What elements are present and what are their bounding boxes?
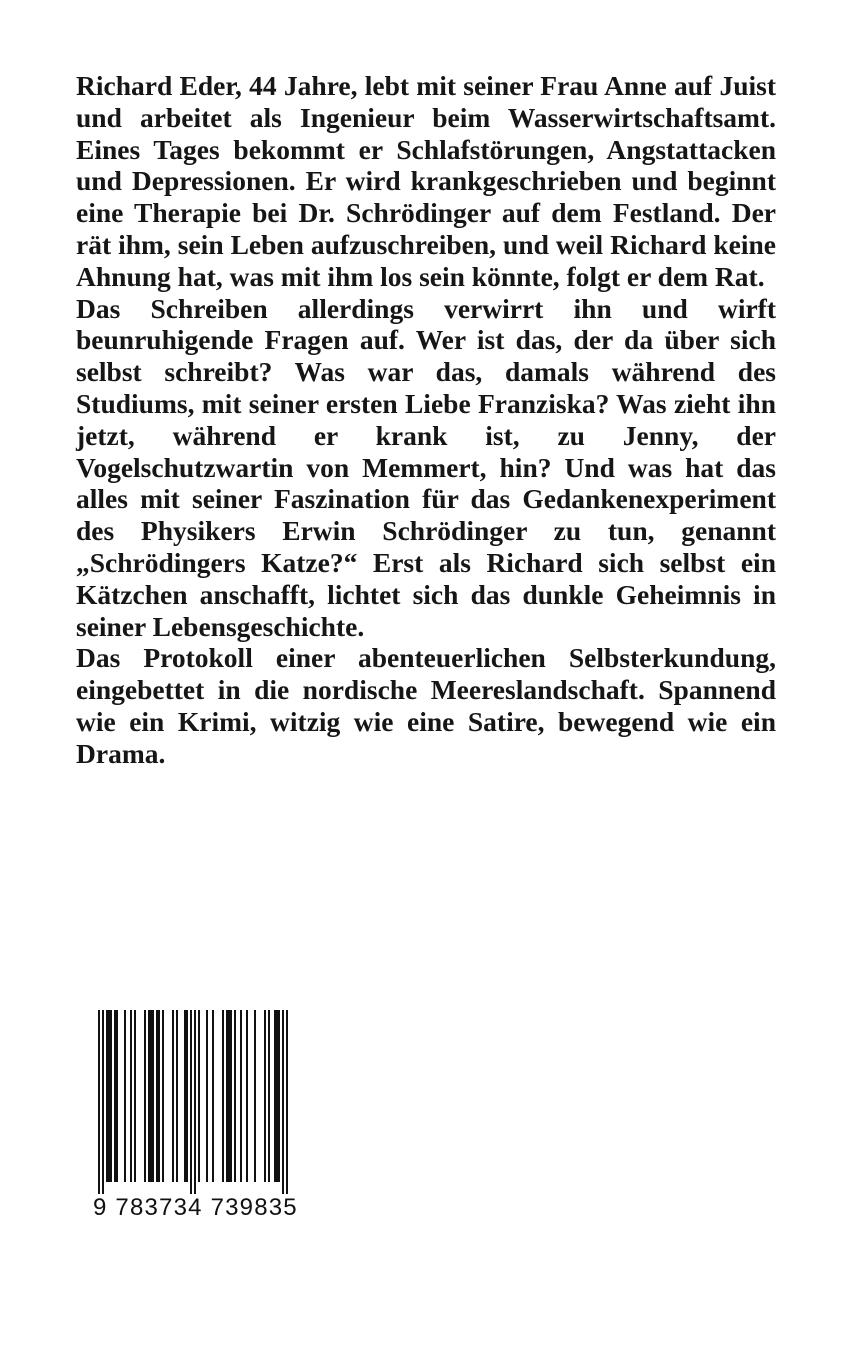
barcode-bar	[268, 1010, 270, 1182]
barcode-bar	[286, 1010, 288, 1194]
barcode-bar	[184, 1010, 186, 1182]
barcode-bar	[106, 1010, 108, 1182]
blurb-paragraph-2: Das Schreiben allerdings verwirrt ihn und wirft beunruhigende Fragen auf. Wer ist das, der da über sich selbst schreibt? Was war das, damals während des Studiums, mit seiner ersten Liebe Franziska? Was zieht ihn jetzt, während er krank ist, zu Jenny, der Vogelschutzwartin von Memmert, hin? Und was hat das alles mit seiner Faszination für das Gedankenexperiment des Physikers Erwin Schrödinger zu tun, genannt „Schrödingers Katze?“ Erst als Richard sich selbst ein Kätzchen anschafft, lichtet sich das dunkle Geheimnis in seiner Lebensgeschichte.	[76, 292, 776, 642]
barcode-bar	[230, 1010, 232, 1182]
barcode-bar	[186, 1010, 188, 1182]
barcode-bar	[206, 1010, 208, 1182]
barcode-digits: 9 783734 739835	[93, 1194, 298, 1221]
barcode-bar	[274, 1010, 276, 1182]
barcode-bar	[110, 1010, 112, 1182]
barcode-bar	[150, 1010, 152, 1182]
barcode-bar	[246, 1010, 248, 1182]
barcode-bar	[194, 1010, 196, 1194]
barcode-bar	[222, 1010, 224, 1182]
blurb-paragraph-1: Richard Eder, 44 Jahre, lebt mit seiner Frau Anne auf Juist und arbeitet als Ingenieur beim Wasserwirtschaftsamt. Eines Tages bekommt er Schlafstörungen, Angstattacken und Depressionen. Er wird krankgeschrieben und beginnt eine Therapie bei Dr. Schrödinger auf dem Festland. Der rät ihm, sein Leben aufzuschreiben, und weil Richard keine Ahnung hat, was mit ihm los sein könnte, folgt er dem Rat.	[76, 70, 776, 292]
barcode-bar	[134, 1010, 136, 1182]
blurb-paragraph-3: Das Protokoll einer abenteuerlichen Selbsterkundung, eingebettet in die nordische Meereslandschaft. Spannend wie ein Krimi, witzig wie eine Satire, bewegend wie ein Drama.	[76, 642, 776, 769]
barcode-bar	[156, 1010, 158, 1182]
barcode-bar	[254, 1010, 256, 1182]
barcode-bar	[124, 1010, 126, 1182]
barcode-bar	[108, 1010, 110, 1182]
barcode-bar	[234, 1010, 236, 1182]
barcode-bar	[276, 1010, 278, 1182]
barcode-bar	[130, 1010, 132, 1182]
barcode-bar	[264, 1010, 266, 1182]
barcode-bar	[198, 1010, 200, 1182]
back-cover-blurb	[76, 70, 776, 770]
barcode-bar	[144, 1010, 146, 1182]
barcode-bar	[172, 1010, 174, 1182]
barcode-bar	[148, 1010, 150, 1182]
barcode-bar	[226, 1010, 228, 1182]
barcode-bar	[98, 1010, 100, 1194]
barcode-bar	[152, 1010, 154, 1182]
barcode-bar	[228, 1010, 230, 1182]
barcode-bar	[240, 1010, 242, 1182]
barcode-bar	[116, 1010, 118, 1182]
barcode-bar	[282, 1010, 284, 1194]
barcode-bar	[176, 1010, 178, 1182]
isbn-barcode	[92, 1010, 300, 1220]
barcode-bar	[278, 1010, 280, 1182]
barcode-bar	[190, 1010, 192, 1194]
barcode-bar	[114, 1010, 116, 1182]
barcode-bars	[92, 1010, 300, 1194]
barcode-bar	[158, 1010, 160, 1182]
barcode-bar	[162, 1010, 164, 1182]
barcode-bar	[212, 1010, 214, 1182]
barcode-bar	[102, 1010, 104, 1194]
